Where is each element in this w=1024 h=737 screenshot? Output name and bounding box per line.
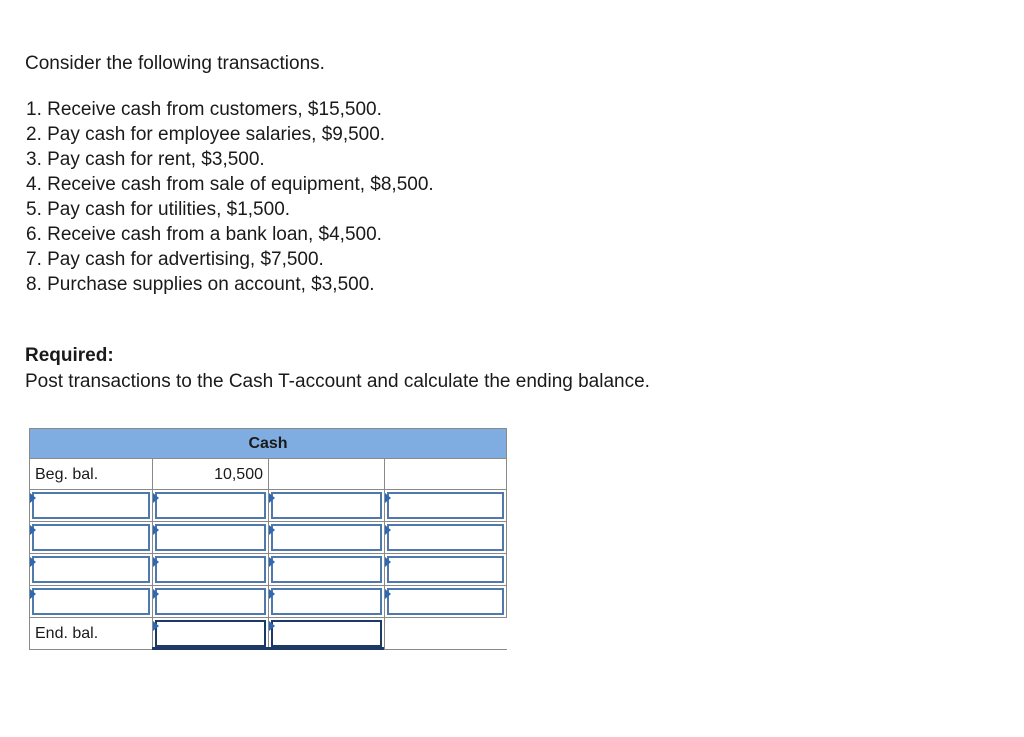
debit-label-dropdown[interactable] <box>32 524 150 551</box>
dropdown-marker-icon <box>385 525 391 535</box>
end-bal-credit-cell <box>268 618 384 650</box>
end-bal-label: End. bal. <box>29 618 152 650</box>
input-marker-icon <box>269 589 275 599</box>
debit-label-dropdown[interactable] <box>32 556 150 583</box>
transaction-item: 2. Pay cash for employee salaries, $9,500. <box>26 124 386 145</box>
credit-amount-input-cell <box>268 554 384 586</box>
input-marker-icon <box>153 621 159 631</box>
credit-amount-input[interactable] <box>271 588 382 615</box>
transaction-item: 1. Receive cash from customers, $15,500. <box>26 99 382 120</box>
required-instructions: Post transactions to the Cash T-account and calculate the ending balance. <box>25 371 650 392</box>
transaction-item: 7. Pay cash for advertising, $7,500. <box>26 249 324 270</box>
entry-row <box>29 554 507 586</box>
debit-label-input-cell <box>29 522 152 554</box>
end-bal-debit-input[interactable] <box>155 620 266 647</box>
transaction-item: 6. Receive cash from a bank loan, $4,500. <box>26 224 382 245</box>
credit-amount-input[interactable] <box>271 492 382 519</box>
ending-balance-double-underline <box>152 647 384 650</box>
debit-label-dropdown[interactable] <box>32 588 150 615</box>
end-bal-credit-label <box>384 618 507 650</box>
required-heading: Required: <box>25 345 114 366</box>
t-account-title: Cash <box>29 428 507 459</box>
debit-label-dropdown[interactable] <box>32 492 150 519</box>
debit-amount-input[interactable] <box>155 556 266 583</box>
credit-label-input-cell <box>384 522 507 554</box>
debit-label-input-cell <box>29 586 152 618</box>
intro-text: Consider the following transactions. <box>25 53 325 74</box>
end-bal-debit-cell <box>152 618 268 650</box>
entry-row <box>29 522 507 554</box>
cash-t-account <box>29 428 507 650</box>
credit-label-dropdown[interactable] <box>387 588 504 615</box>
input-marker-icon <box>269 621 275 631</box>
transaction-item: 5. Pay cash for utilities, $1,500. <box>26 199 291 220</box>
credit-label-dropdown[interactable] <box>387 492 504 519</box>
end-bal-credit-input[interactable] <box>271 620 382 647</box>
debit-label-input-cell <box>29 490 152 522</box>
beginning-balance-row <box>29 459 507 490</box>
input-marker-icon <box>269 557 275 567</box>
debit-amount-input[interactable] <box>155 524 266 551</box>
credit-amount-input-cell <box>268 586 384 618</box>
input-marker-icon <box>153 525 159 535</box>
credit-label-dropdown[interactable] <box>387 524 504 551</box>
beg-bal-value: 10,500 <box>152 459 268 490</box>
credit-amount-input-cell <box>268 522 384 554</box>
entry-row <box>29 490 507 522</box>
debit-amount-input-cell <box>152 522 268 554</box>
transaction-item: 4. Receive cash from sale of equipment, $8,500. <box>26 174 434 195</box>
transaction-item: 3. Pay cash for rent, $3,500. <box>26 149 265 170</box>
debit-label-input-cell <box>29 554 152 586</box>
beg-bal-credit-label <box>384 459 507 490</box>
dropdown-marker-icon <box>30 557 36 567</box>
credit-amount-input-cell <box>268 490 384 522</box>
credit-label-input-cell <box>384 554 507 586</box>
debit-amount-input[interactable] <box>155 588 266 615</box>
debit-amount-input-cell <box>152 586 268 618</box>
input-marker-icon <box>269 525 275 535</box>
credit-label-input-cell <box>384 490 507 522</box>
credit-label-input-cell <box>384 586 507 618</box>
dropdown-marker-icon <box>30 525 36 535</box>
dropdown-marker-icon <box>30 589 36 599</box>
input-marker-icon <box>153 557 159 567</box>
credit-amount-input[interactable] <box>271 524 382 551</box>
transaction-list <box>26 97 434 297</box>
credit-label-dropdown[interactable] <box>387 556 504 583</box>
input-marker-icon <box>153 589 159 599</box>
transaction-item: 8. Purchase supplies on account, $3,500. <box>26 274 375 295</box>
ending-balance-row <box>29 618 507 650</box>
dropdown-marker-icon <box>30 493 36 503</box>
dropdown-marker-icon <box>385 589 391 599</box>
input-marker-icon <box>269 493 275 503</box>
beg-bal-credit-amount <box>268 459 384 490</box>
debit-amount-input[interactable] <box>155 492 266 519</box>
debit-amount-input-cell <box>152 490 268 522</box>
entry-row <box>29 586 507 618</box>
dropdown-marker-icon <box>385 493 391 503</box>
dropdown-marker-icon <box>385 557 391 567</box>
credit-amount-input[interactable] <box>271 556 382 583</box>
debit-amount-input-cell <box>152 554 268 586</box>
beg-bal-label: Beg. bal. <box>29 459 152 490</box>
input-marker-icon <box>153 493 159 503</box>
